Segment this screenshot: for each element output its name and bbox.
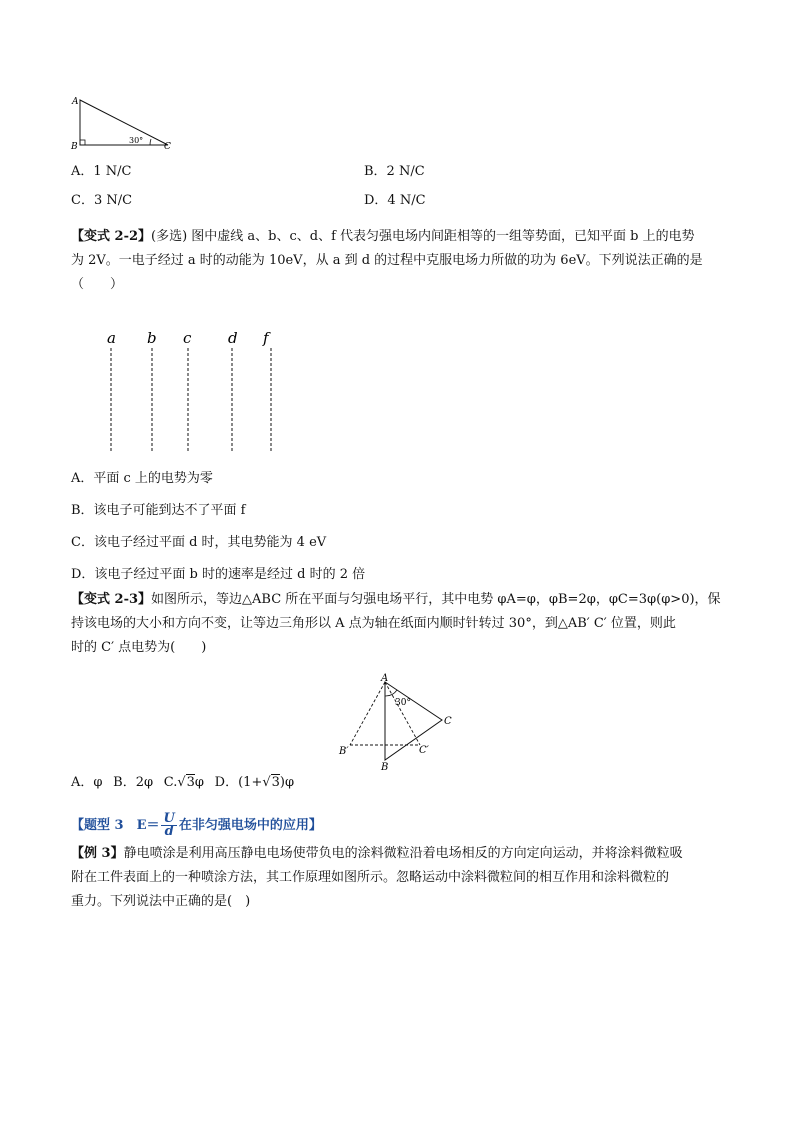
question-2-3 — [71, 588, 731, 660]
question-line-3: 时的 C′ 点电势为( ) — [71, 640, 207, 655]
question-line-2: 为 2V。一电子经过 a 时的动能为 10eV，从 a 到 d 的过程中克服电场力所做的功为 6eV。下列说法正确的是 — [71, 253, 703, 268]
section-heading-3 — [71, 813, 322, 839]
plane-label-a: a — [107, 329, 116, 347]
plane-label-d: d — [228, 329, 238, 347]
plane-label-c: c — [183, 329, 192, 347]
edge-ac2 — [385, 682, 420, 745]
question-tag: 【变式 2-2】 — [71, 229, 152, 244]
fraction-denominator: d — [164, 824, 174, 839]
question-tag: 【变式 2-3】 — [71, 592, 152, 607]
triangle-shape — [80, 100, 168, 145]
option-a: A．1 N/C — [71, 164, 132, 179]
question-line-2: 持该电场的大小和方向不变，让等边三角形以 A 点为轴在纸面内顺时针转过 30°，到△AB′ C′ 位置，则此 — [71, 616, 676, 631]
edge-ab2 — [350, 682, 385, 745]
q23-option-c-prefix: C. — [163, 775, 178, 790]
right-angle-mark — [80, 140, 85, 145]
dashed-lines — [111, 348, 271, 452]
fraction-numerator: U — [163, 811, 175, 826]
example-line-2: 附在工件表面上的一种喷涂方法，其工作原理如图所示。忽略运动中涂料微粒间的相互作用和涂料微粒的 — [71, 870, 670, 885]
example-line-1: 静电喷涂是利用高压静电电场使带负电的涂料微粒沿着电场相反的方向定向运动，并将涂料微粒吸 — [123, 846, 683, 861]
label-c: C — [164, 142, 171, 152]
rotated-triangle-figure — [335, 672, 465, 772]
right-triangle-figure — [68, 92, 178, 152]
label-b: B — [381, 762, 389, 772]
label-c-prime: C′ — [419, 745, 429, 756]
question-line-3: （ ） — [71, 277, 124, 292]
label-c: C — [444, 716, 452, 727]
example-3 — [71, 842, 731, 914]
label-b-prime: B′ — [339, 746, 349, 757]
q23-option-a: A．φ — [71, 775, 103, 790]
angle-arc — [150, 139, 151, 145]
angle-label: 30° — [395, 698, 411, 708]
question-2-2 — [71, 225, 731, 297]
q22-option-a: A．平面 c 上的电势为零 — [71, 471, 213, 486]
section-suffix: 在非匀强电场中的应用】 — [178, 818, 322, 833]
q23-option-d-suffix: )φ — [279, 775, 295, 790]
q22-option-b: B．该电子可能到达不了平面 f — [71, 503, 246, 518]
label-a: A — [381, 673, 389, 684]
question-line-1: 如图所示，等边△ABC 所在平面与匀强电场平行，其中电势 φA=φ，φB=2φ，φC=3φ(φ>0)，保 — [151, 592, 721, 607]
example-tag: 【例 3】 — [71, 846, 124, 861]
option-c: C．3 N/C — [71, 193, 133, 208]
section-prefix: 【题型 3 E＝ — [71, 818, 160, 833]
q23-option-c-root: 3 — [186, 775, 195, 790]
option-d: D．4 N/C — [364, 193, 426, 208]
q22-option-c: C．该电子经过平面 d 时，其电势能为 4 eV — [71, 535, 327, 550]
q23-options — [71, 774, 294, 792]
q22-option-d: D．该电子经过平面 b 时的速率是经过 d 时的 2 倍 — [71, 567, 366, 582]
q23-option-c-suffix: φ — [194, 775, 205, 790]
label-a: A — [72, 97, 79, 107]
q23-option-c: C.√3φ — [163, 775, 205, 790]
formula-fraction — [161, 813, 176, 838]
plane-label-f: f — [263, 329, 269, 347]
label-b: B — [71, 142, 78, 152]
plane-labels — [107, 329, 271, 347]
q23-option-d: D．(1+√3)φ — [214, 775, 295, 790]
equipotential-figure — [100, 326, 285, 456]
q23-option-d-root: 3 — [271, 775, 280, 790]
q23-option-d-prefix: D．(1+ — [214, 775, 263, 790]
plane-label-b: b — [147, 329, 157, 347]
option-b: B．2 N/C — [364, 164, 425, 179]
angle-label: 30° — [129, 136, 144, 145]
q23-option-b: B．2φ — [113, 775, 154, 790]
question-line-1: (多选) 图中虚线 a、b、c、d、f 代表匀强电场内间距相等的一组等势面，已知平面 b 上的电势 — [151, 229, 695, 244]
example-line-3: 重力。下列说法中正确的是( ) — [71, 894, 251, 909]
